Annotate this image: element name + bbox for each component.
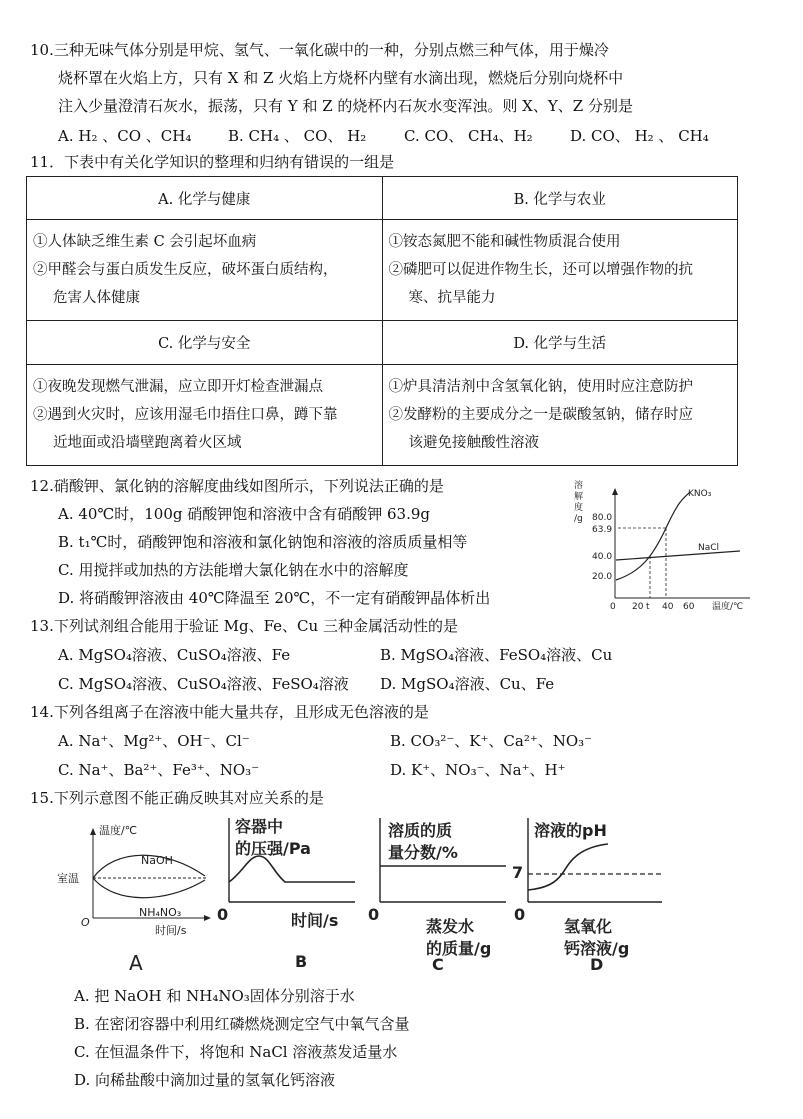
- graph-ylabel: 解: [574, 492, 584, 502]
- cell-line: 危害人体健康: [53, 290, 140, 307]
- nh4no3-curve: [93, 878, 205, 898]
- xtick: t: [646, 602, 650, 612]
- q10-option-c: C. CO、 CH₄、H₂: [404, 127, 533, 145]
- q10-line: 烧杯罩在火焰上方，只有 X 和 Z 火焰上方烧杯内壁有水滴出现，燃烧后分别向烧杯中: [58, 69, 624, 87]
- origin-label: 0: [514, 905, 526, 924]
- graph-c: [366, 812, 516, 972]
- graph-d-xlabel: 钙溶液/g: [564, 939, 630, 958]
- graph-b-letter: B: [295, 952, 308, 971]
- cell-line: ②发酵粉的主要成分之一是碳酸氢钠，储存时应: [388, 406, 693, 423]
- q10-option-a: A. H₂ 、CO 、CH₄: [58, 127, 192, 145]
- graph-c-xlabel: 蒸发水: [426, 917, 475, 936]
- xtick: 60: [683, 602, 695, 612]
- graph-b-ylabel: 容器中: [235, 817, 284, 836]
- table-cell-d: [382, 364, 738, 465]
- nacl-label: NaCl: [698, 543, 720, 553]
- cell-line: 该避免接触酸性溶液: [408, 434, 539, 451]
- q11-knowledge-table: [26, 176, 738, 466]
- graph-d-ylabel: 溶液的pH: [534, 821, 607, 840]
- graph-c-ylabel: 量分数/%: [388, 843, 458, 862]
- kno3-label: KNO₃: [688, 489, 712, 499]
- q14-stem: 14.下列各组离子在溶液中能大量共存，且形成无色溶液的是: [30, 703, 429, 721]
- graph-b: [215, 812, 365, 972]
- ytick: 80.0: [592, 513, 613, 523]
- graph-a-letter: A: [129, 951, 143, 975]
- table-head-c: C. 化学与安全: [27, 321, 383, 364]
- cell-line: ②甲醛会与蛋白质发生反应，破坏蛋白质结构，: [33, 262, 338, 279]
- graph-xlabel: 温度/℃: [712, 602, 744, 612]
- graph-c-ylabel: 溶质的质: [388, 821, 453, 840]
- nh4no3-label: NH₄NO₃: [139, 906, 182, 919]
- graph-a-xlabel: 时间/s: [155, 924, 187, 937]
- table-head-b: B. 化学与农业: [382, 177, 738, 220]
- q15-stem: 15.下列示意图不能正确反映其对应关系的是: [30, 789, 324, 807]
- q14-option-a: A. Na⁺、Mg²⁺、OH⁻、Cl⁻: [58, 732, 250, 750]
- table-cell-c: [27, 364, 383, 465]
- arrow-icon: [612, 488, 618, 495]
- room-temp-label: 室温: [57, 872, 79, 885]
- table-cell-b: [382, 220, 738, 321]
- graph-b-xlabel: 时间/s: [291, 911, 339, 930]
- ytick: 20.0: [592, 572, 613, 582]
- nacl-curve: [616, 551, 740, 560]
- q10-line: 10.三种无味气体分别是甲烷、氢气、一氧化碳中的一种，分别点燃三种气体，用于燥冷: [30, 41, 609, 59]
- graph-b-ylabel: 的压强/Pa: [235, 839, 311, 858]
- q12-option-d: D. 将硝酸钾溶液由 40℃降温至 20℃，不一定有硝酸钾晶体析出: [58, 589, 491, 607]
- graph-ylabel: 度: [574, 503, 584, 513]
- graph-d-xlabel: 氢氧化: [564, 917, 613, 936]
- q13-option-a: A. MgSO₄溶液、CuSO₄溶液、Fe: [58, 646, 291, 664]
- table-cell-a: [27, 220, 383, 321]
- q10-line: 注入少量澄清石灰水，振荡，只有 Y 和 Z 的烧杯内石灰水变浑浊。则 X、Y、Z 分别是: [58, 97, 633, 115]
- pressure-curve: [229, 856, 355, 882]
- origin-label: O: [81, 916, 90, 929]
- cell-line: ②磷肥可以促进作物生长，还可以增强作物的抗: [388, 262, 693, 279]
- cell-line: ①人体缺乏维生素 C 会引起坏血病: [33, 234, 257, 251]
- xtick: 40: [662, 602, 674, 612]
- q10-option-d: D. CO、 H₂ 、 CH₄: [570, 127, 709, 145]
- naoh-label: NaOH: [141, 854, 173, 867]
- arrow-icon: [90, 828, 96, 835]
- q15-option-d: D. 向稀盐酸中滴加过量的氢氧化钙溶液: [74, 1071, 336, 1089]
- ph-curve: [528, 844, 608, 890]
- q14-option-c: C. Na⁺、Ba²⁺、Fe³⁺、NO₃⁻: [58, 761, 260, 779]
- cell-line: ①炉具清洁剂中含氢氧化钠，使用时应注意防护: [388, 378, 693, 395]
- q12-option-a: A. 40℃时，100g 硝酸钾饱和溶液中含有硝酸钾 63.9g: [58, 505, 431, 523]
- q13-option-d: D. MgSO₄溶液、Cu、Fe: [380, 675, 555, 693]
- solubility-graph: [570, 478, 770, 618]
- q13-option-b: B. MgSO₄溶液、FeSO₄溶液、Cu: [380, 646, 613, 664]
- q11-stem: 11．下表中有关化学知识的整理和归纳有错误的一组是: [30, 153, 395, 171]
- q15-option-b: B. 在密闭容器中利用红磷燃烧测定空气中氧气含量: [74, 1015, 410, 1033]
- q15-option-a: A. 把 NaOH 和 NH₄NO₃固体分别溶于水: [74, 987, 355, 1005]
- graph-c-xlabel: 的质量/g: [426, 939, 492, 958]
- graph-a: [55, 818, 215, 978]
- graph-c-letter: C: [432, 955, 444, 972]
- graph-d-letter: D: [590, 955, 604, 972]
- ytick: 63.9: [592, 525, 613, 535]
- table-head-a: A. 化学与健康: [27, 177, 383, 220]
- xtick: 0: [610, 602, 616, 612]
- cell-line: ②遇到火灾时，应该用湿毛巾捂住口鼻，蹲下靠: [33, 406, 338, 423]
- origin-label: 0: [217, 905, 229, 924]
- ph7-label: 7: [512, 863, 524, 882]
- q12-option-b: B. t₁℃时，硝酸钾饱和溶液和氯化钠饱和溶液的溶质质量相等: [58, 533, 468, 551]
- ytick: 40.0: [592, 552, 613, 562]
- q12-stem: 12.硝酸钾、氯化钠的溶解度曲线如图所示，下列说法正确的是: [30, 477, 444, 495]
- q13-stem: 13.下列试剂组合能用于验证 Mg、Fe、Cu 三种金属活动性的是: [30, 617, 458, 635]
- q14-option-b: B. CO₃²⁻、K⁺、Ca²⁺、NO₃⁻: [390, 732, 593, 750]
- graph-ylabel: 溶: [574, 481, 584, 491]
- q14-option-d: D. K⁺、NO₃⁻、Na⁺、H⁺: [390, 761, 566, 779]
- graph-a-ylabel: 温度/℃: [99, 824, 138, 837]
- table-head-d: D. 化学与生活: [382, 321, 738, 364]
- q10-option-b: B. CH₄ 、 CO、 H₂: [228, 127, 367, 145]
- graph-ylabel: /g: [574, 514, 583, 524]
- q15-option-c: C. 在恒温条件下，将饱和 NaCl 溶液蒸发适量水: [74, 1043, 398, 1061]
- graph-d: [512, 812, 672, 972]
- q13-option-c: C. MgSO₄溶液、CuSO₄溶液、FeSO₄溶液: [58, 675, 349, 693]
- cell-line: 近地面或沿墙壁跑离着火区域: [53, 434, 242, 451]
- arrow-icon: [204, 915, 211, 921]
- q12-option-c: C. 用搅拌或加热的方法能增大氯化钠在水中的溶解度: [58, 561, 409, 579]
- cell-line: 寒、抗旱能力: [408, 290, 496, 307]
- question-10: [30, 36, 775, 120]
- cell-line: ①铵态氮肥不能和碱性物质混合使用: [388, 234, 621, 251]
- xtick: 20: [632, 602, 644, 612]
- origin-label: 0: [368, 905, 380, 924]
- cell-line: ①夜晚发现燃气泄漏，应立即开灯检查泄漏点: [33, 378, 323, 395]
- kno3-curve: [616, 492, 690, 580]
